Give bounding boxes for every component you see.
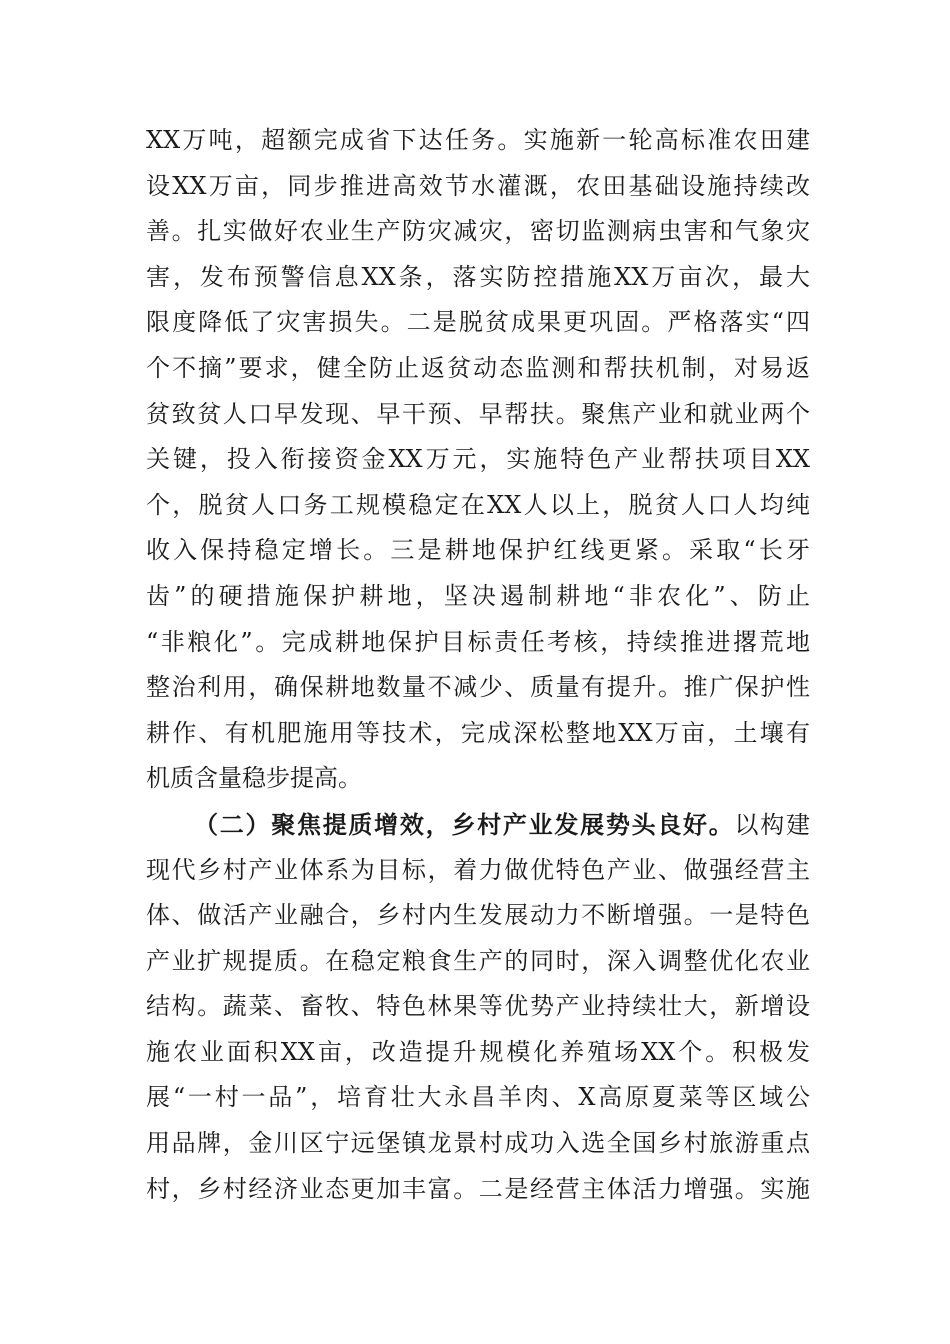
text-line: 个，脱贫人口务工规模稳定在XX人以上，脱贫人口人均纯 xyxy=(146,490,810,519)
text-line: “非粮化”。完成耕地保护目标责任考核，持续推进撂荒地 xyxy=(146,627,810,656)
document-body xyxy=(146,118,810,1212)
text-line: 产业扩规提质。在稳定粮食生产的同时，深入调整优化农业 xyxy=(146,946,810,975)
text-line: 齿”的硬措施保护耕地，坚决遏制耕地“非农化”、防止 xyxy=(146,581,810,610)
text-line: 村，乡村经济业态更加丰富。二是经营主体活力增强。实施 xyxy=(146,1174,810,1203)
paragraph-2-first-line xyxy=(146,802,810,848)
text-line: 个不摘”要求，健全防止返贫动态监测和帮扶机制，对易返 xyxy=(146,353,810,382)
text-line: 设XX万亩，同步推进高效节水灌溉，农田基础设施持续改 xyxy=(146,171,810,200)
text-line: 整治利用，确保耕地数量不减少、质量有提升。推广保护性 xyxy=(146,673,810,702)
text-line: 贫致贫人口早发现、早干预、早帮扶。聚焦产业和就业两个 xyxy=(146,399,810,428)
text-line: 害，发布预警信息XX条，落实防控措施XX万亩次，最大 xyxy=(146,262,810,291)
text-line: 体、做活产业融合，乡村内生发展动力不断增强。一是特色 xyxy=(146,901,810,930)
text-line: XX万吨，超额完成省下达任务。实施新一轮高标准农田建 xyxy=(146,126,810,154)
text-line: 限度降低了灾害损失。二是脱贫成果更巩固。严格落实“四 xyxy=(146,308,810,337)
text-line: 机质含量稳步提高。 xyxy=(146,764,362,793)
text-line: 关键，投入衔接资金XX万元，实施特色产业帮扶项目XX xyxy=(146,445,810,474)
paragraph-1 xyxy=(146,118,810,802)
text-line: 耕作、有机肥施用等技术，完成深松整地XX万亩，土壤有 xyxy=(146,718,810,747)
section-heading: （二）聚焦提质增效，乡村产业发展势头良好。 xyxy=(194,809,735,839)
heading-tail-text: 以构建 xyxy=(734,810,811,839)
text-line: 结构。蔬菜、畜牧、特色林果等优势产业持续壮大，新增设 xyxy=(146,992,810,1021)
text-line: 收入保持稳定增长。三是耕地保护红线更紧。采取“长牙 xyxy=(146,536,810,565)
text-line: 现代乡村产业体系为目标，着力做优特色产业、做强经营主 xyxy=(146,855,810,884)
text-line: 用品牌，金川区宁远堡镇龙景村成功入选全国乡村旅游重点 xyxy=(146,1129,810,1158)
text-line: 施农业面积XX亩，改造提升规模化养殖场XX个。积极发 xyxy=(146,1037,810,1066)
paragraph-2 xyxy=(146,802,810,1212)
text-line: 善。扎实做好农业生产防灾减灾，密切监测病虫害和气象灾 xyxy=(146,217,810,246)
text-line: 展“一村一品”，培育壮大永昌羊肉、X高原夏菜等区域公 xyxy=(146,1083,810,1112)
